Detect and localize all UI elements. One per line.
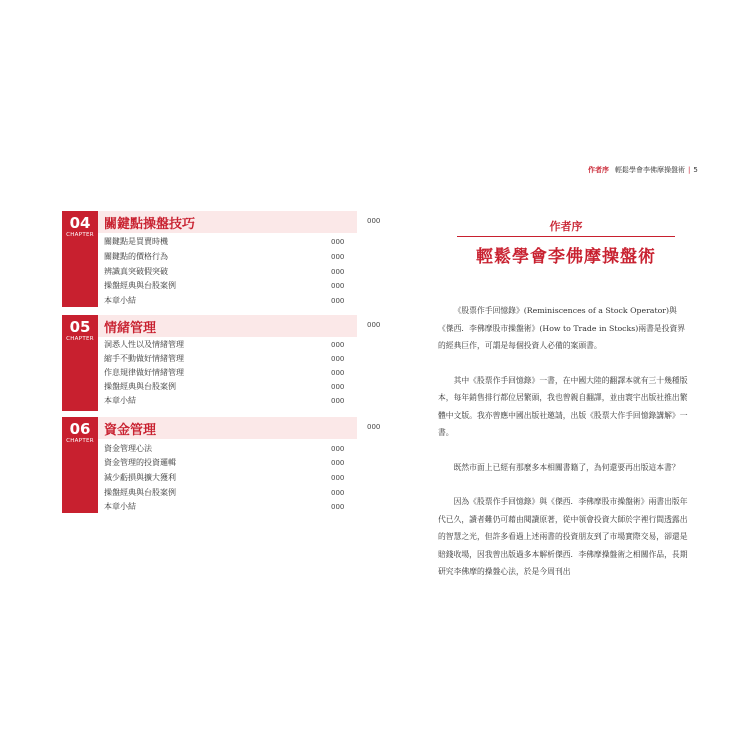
toc-chapter-06[interactable] bbox=[62, 417, 381, 513]
toc-entry[interactable] bbox=[104, 339, 354, 353]
chapter-word: CHAPTER bbox=[66, 438, 94, 444]
running-header-section: 作者序 bbox=[588, 166, 609, 174]
toc-entry-page: 000 bbox=[331, 397, 345, 405]
chapter-heading-bar bbox=[98, 417, 381, 439]
toc-chapter-05[interactable] bbox=[62, 315, 381, 411]
toc-entry-page: 000 bbox=[331, 341, 345, 349]
toc-entry[interactable] bbox=[104, 353, 354, 367]
toc-entry-label: 本章小結 bbox=[104, 296, 136, 305]
chapter-badge bbox=[62, 417, 98, 513]
chapter-title: 資金管理 bbox=[104, 423, 157, 438]
chapter-badge bbox=[62, 315, 98, 411]
toc-entry-page: 000 bbox=[331, 238, 345, 246]
preface-title: 輕鬆學會李佛摩操盤術 bbox=[476, 247, 656, 267]
chapter-word: CHAPTER bbox=[66, 232, 94, 238]
toc-entry-label: 操盤經典與台股案例 bbox=[104, 382, 176, 391]
toc-entry[interactable] bbox=[104, 280, 354, 294]
running-header-separator: | bbox=[688, 166, 691, 174]
toc-entry-label: 本章小結 bbox=[104, 396, 136, 405]
toc-entry[interactable] bbox=[104, 443, 354, 457]
toc-entry-page: 000 bbox=[331, 489, 345, 497]
toc-entry[interactable] bbox=[104, 295, 354, 309]
chapter-number: 04 bbox=[69, 214, 91, 232]
toc-entry[interactable] bbox=[104, 472, 354, 486]
toc-entry[interactable] bbox=[104, 367, 354, 381]
toc-entry-label: 作息規律做好情緒管理 bbox=[104, 368, 184, 377]
toc-entry[interactable] bbox=[104, 501, 354, 515]
preface-paragraph: 既然市面上已經有那麼多本相關書籍了，為何還要再出版這本書？ bbox=[453, 462, 680, 472]
toc-entry-page: 000 bbox=[331, 445, 345, 453]
chapter-page-number: 000 bbox=[367, 321, 381, 329]
toc-entry-page: 000 bbox=[331, 282, 345, 290]
toc-entry[interactable] bbox=[104, 457, 354, 471]
chapter-number: 06 bbox=[69, 420, 91, 438]
toc-entry[interactable] bbox=[104, 487, 354, 501]
toc-entry-page: 000 bbox=[331, 369, 345, 377]
chapter-title: 關鍵點操盤技巧 bbox=[104, 217, 196, 232]
chapter-number: 05 bbox=[69, 318, 91, 336]
preface-paragraph: 其中《股票作手回憶錄》一書，在中國大陸的翻譯本就有三十幾種版本，每年銷售排行都位居繁頭，我也曾親自翻譯，並由寰宇出版社推出繁體中文版。我亦曾應中國出版社邀請，出版《股票大作手回憶錄講解》一書。 bbox=[438, 375, 688, 437]
toc-entry-label: 關鍵點是買賣時機 bbox=[104, 237, 168, 246]
toc-entry-page: 000 bbox=[331, 459, 345, 467]
toc-entry-page: 000 bbox=[331, 474, 345, 482]
toc-entry[interactable] bbox=[104, 251, 354, 265]
toc-entry-label: 洞悉人性以及情緒管理 bbox=[104, 340, 184, 349]
running-header-title: 輕鬆學會李佛摩操盤術 bbox=[615, 166, 685, 174]
page-number: 5 bbox=[693, 166, 698, 174]
toc-entry-label: 減少虧損與擴大獲利 bbox=[104, 473, 176, 482]
preface-divider bbox=[457, 236, 675, 237]
chapter-page-number: 000 bbox=[367, 217, 381, 225]
chapter-heading-bar bbox=[98, 211, 381, 233]
toc-chapter-04[interactable] bbox=[62, 211, 381, 307]
toc-entry-page: 000 bbox=[331, 268, 345, 276]
chapter-page-number: 000 bbox=[367, 423, 381, 431]
toc-entry-page: 000 bbox=[331, 253, 345, 261]
preface-page bbox=[375, 0, 750, 750]
preface-label: 作者序 bbox=[549, 220, 583, 233]
toc-entry-page: 000 bbox=[331, 503, 345, 511]
preface-paragraph: 《股票作手回憶錄》(Reminiscences of a Stock Operator)與《傑西．李佛摩股市操盤術》(How to Trade in Stocks)兩書是投資界的經典巨作，可謂是每個投資人必備的案頭書。 bbox=[438, 306, 686, 350]
chapter-title: 情緒管理 bbox=[104, 321, 157, 336]
toc-entry[interactable] bbox=[104, 236, 354, 250]
chapter-word: CHAPTER bbox=[66, 336, 94, 342]
toc-entry-page: 000 bbox=[331, 355, 345, 363]
toc-entry-label: 辨識真突破假突破 bbox=[104, 267, 168, 276]
toc-entry-label: 資金管理的投資邏輯 bbox=[104, 458, 176, 467]
toc-entry[interactable] bbox=[104, 395, 354, 409]
toc-entry[interactable] bbox=[104, 381, 354, 395]
toc-entry[interactable] bbox=[104, 266, 354, 280]
toc-entry-page: 000 bbox=[331, 297, 345, 305]
toc-entry-label: 操盤經典與台股案例 bbox=[104, 488, 176, 497]
toc-entry-page: 000 bbox=[331, 383, 345, 391]
chapter-badge bbox=[62, 211, 98, 307]
toc-entry-label: 資金管理心法 bbox=[104, 444, 152, 453]
preface-body bbox=[438, 302, 688, 598]
toc-entry-label: 本章小結 bbox=[104, 502, 136, 511]
chapter-heading-bar bbox=[98, 315, 381, 337]
running-header bbox=[588, 165, 728, 175]
preface-paragraph: 因為《股票作手回憶錄》與《傑西．李佛摩股市操盤術》兩書出版年代已久，讀者難仍可藉由閱讀原著，從中領會投資大師於字裡行間透露出的智慧之光，但許多看過上述兩書的投資朋友到了市場實際交易，卻還是賠錢收場，因我曾出版過多本解析傑西．李佛摩操盤術之相關作品，長期研究李佛摩的操盤心法，於是今周刊出 bbox=[438, 497, 688, 576]
toc-entry-label: 關鍵點的價格行為 bbox=[104, 252, 168, 261]
toc-entry-label: 操盤經典與台股案例 bbox=[104, 281, 176, 290]
toc-entry-label: 縮手不動做好情緒管理 bbox=[104, 354, 184, 363]
